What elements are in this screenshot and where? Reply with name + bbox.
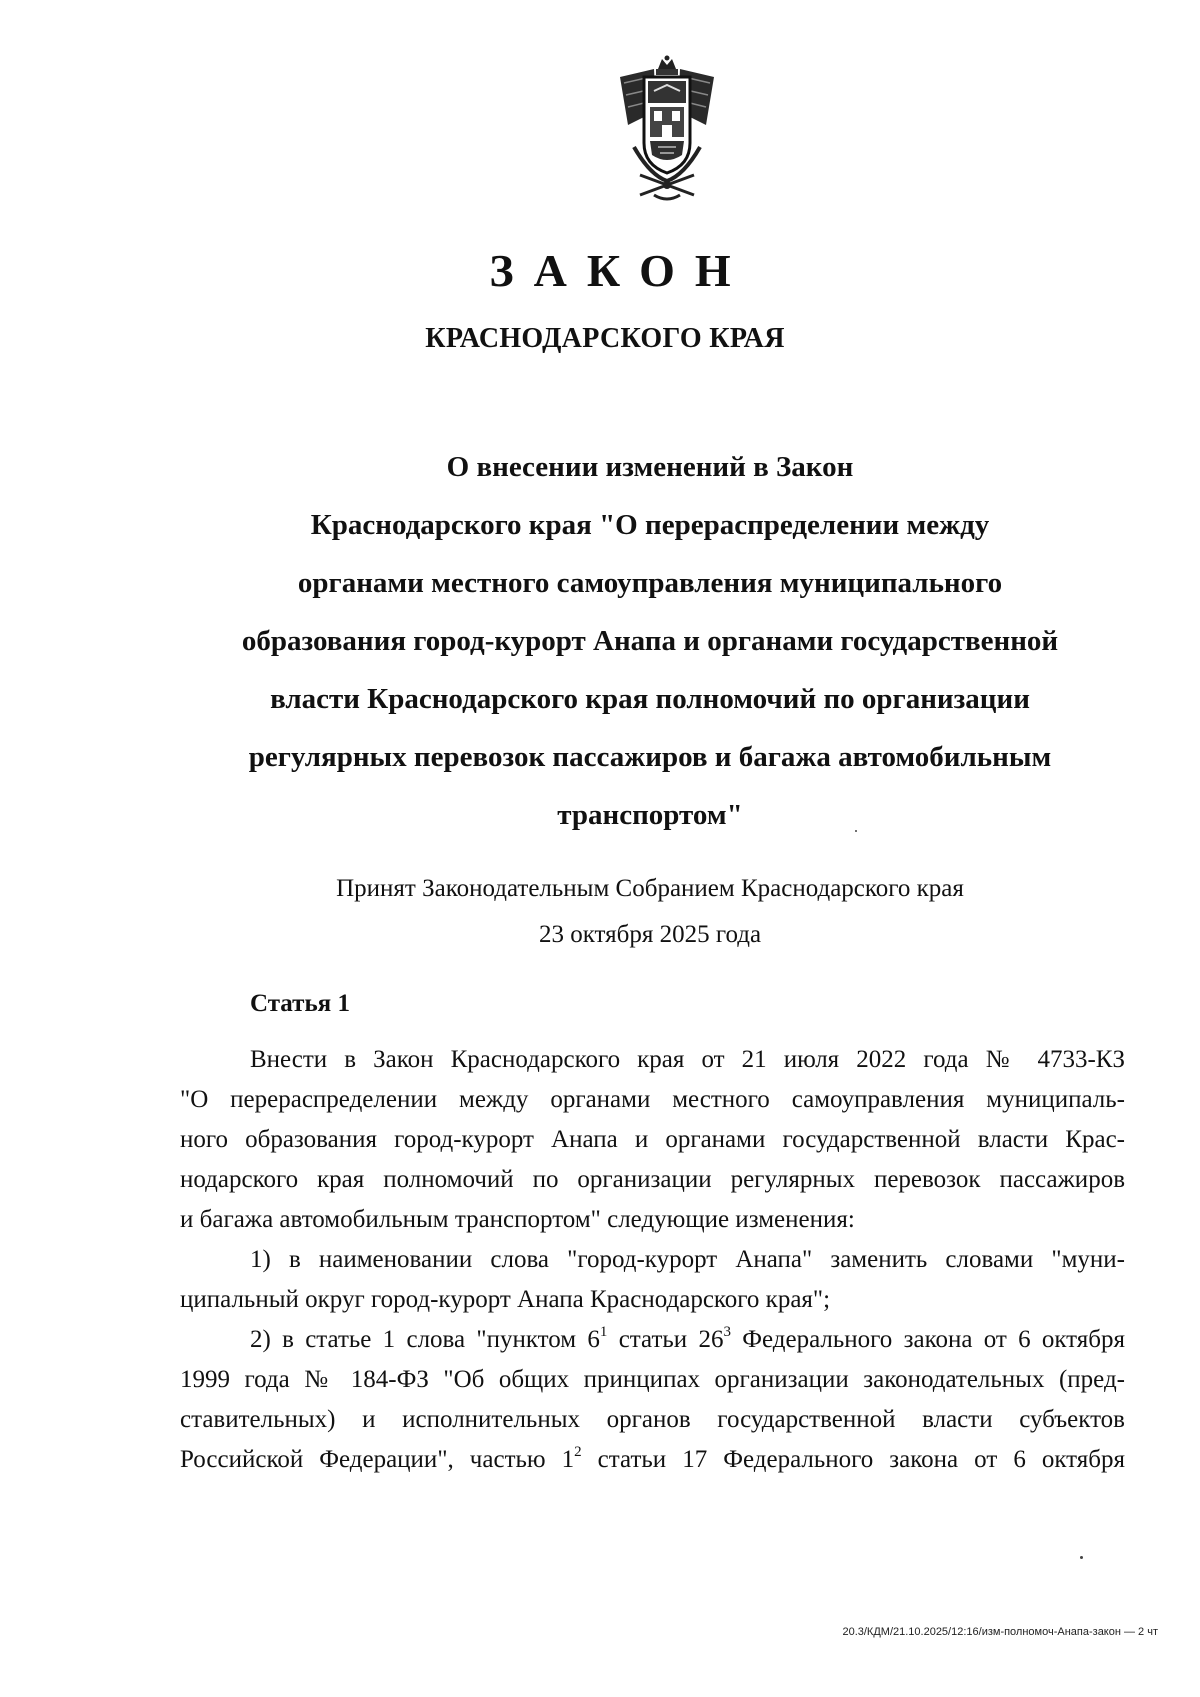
document-footer-code: 20.3/КДМ/21.10.2025/12:16/изм-полномоч-Анапа-закон — 2 чт (842, 1626, 1158, 1638)
scan-speck (1080, 1556, 1083, 1559)
article-item-2 (180, 1320, 1125, 1480)
superscript: 2 (574, 1443, 582, 1460)
text-fragment: статьи 26 (607, 1326, 724, 1353)
adoption-note (190, 866, 1110, 958)
superscript: 3 (723, 1323, 731, 1340)
document-type-title: ЗАКОН (489, 245, 751, 296)
article-paragraph (180, 1040, 1125, 1240)
text-fragment: статьи 17 Федерального закона от 6 октября (581, 1446, 1125, 1473)
coat-of-arms-icon (610, 55, 724, 205)
heading-line: О внесении изменений в Закон (446, 451, 854, 483)
adoption-line: Принят Законодательным Собранием Краснодарского края (336, 875, 964, 902)
text-line (180, 1440, 1125, 1480)
text-line (180, 1320, 1125, 1360)
adoption-date: 23 октября 2025 года (538, 921, 762, 948)
superscript: 1 (599, 1323, 608, 1340)
text-line: ставительных) и исполнительных органов государственной власти субъектов (180, 1406, 1125, 1433)
text-fragment: Федерального закона от 6 октября (730, 1326, 1126, 1353)
text-line: ципальный округ город-курорт Анапа Краснодарского края"; (180, 1286, 831, 1313)
heading-line: транспортом" (557, 799, 743, 831)
text-line: ного образования город-курорт Анапа и органами государственной власти Крас- (180, 1126, 1125, 1153)
heading-line: власти Краснодарского края полномочий по организации (270, 683, 1030, 715)
text-line: 1999 года № 184-ФЗ "Об общих принципах организации законодательных (пред- (180, 1366, 1125, 1393)
article-item-1 (180, 1240, 1125, 1320)
text-line: 1) в наименовании слова "город-курорт Анапа" заменить словами "муни- (250, 1246, 1125, 1273)
article-title: Статья 1 (250, 990, 350, 1017)
heading-line: органами местного самоуправления муниципального (297, 567, 1003, 599)
text-line: "О перераспределении между органами местного самоуправления муниципаль- (180, 1086, 1125, 1113)
region-title: КРАСНОДАРСКОГО КРАЯ (425, 323, 785, 354)
scan-speck (855, 830, 857, 832)
text-fragment: Российской Федерации", частью 1 (180, 1446, 575, 1473)
text-line: и багажа автомобильным транспортом" следующие изменения: (180, 1206, 855, 1233)
text-line: нодарского края полномочий по организации регулярных перевозок пассажиров (180, 1166, 1125, 1193)
text-line: Внести в Закон Краснодарского края от 21 июля 2022 года № 4733-КЗ (250, 1046, 1125, 1073)
law-heading (190, 438, 1110, 844)
heading-line: образования город-курорт Анапа и органами государственной (241, 625, 1059, 657)
text-fragment: 2) в статье 1 слова "пунктом 6 (250, 1326, 600, 1353)
heading-line: регулярных перевозок пассажиров и багажа автомобильным (248, 741, 1052, 773)
heading-line: Краснодарского края "О перераспределении между (310, 509, 990, 541)
